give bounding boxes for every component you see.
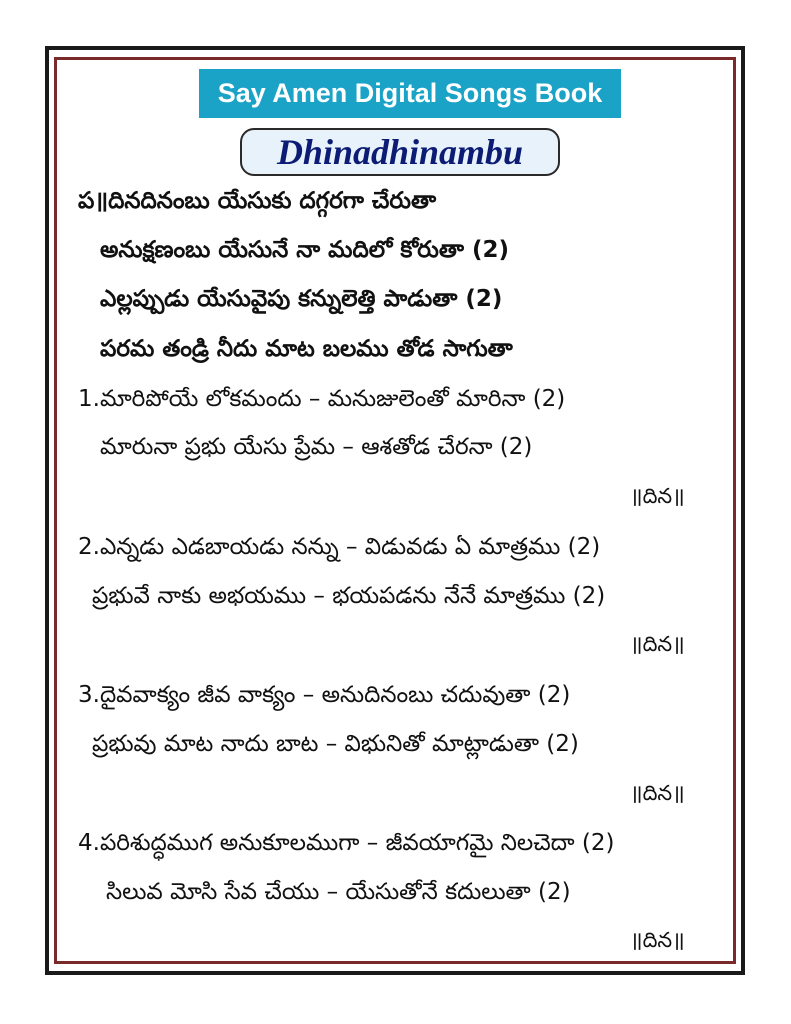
book-title: Say Amen Digital Songs Book [217, 78, 603, 108]
book-title-banner [199, 69, 621, 118]
verse-line: ప్రభువు మాట నాదు బాట – విభునితో మాట్లాడుతా (2) [92, 731, 579, 757]
verse-line: సిలువ మోసి సేవ చేయు – యేసుతోనే కదులుతా (2) [106, 879, 571, 905]
chorus-line: అనుక్షణంబు యేసునే నా మదిలో కోరుతా (2) [100, 237, 509, 263]
chorus-line: ప॥దినదినంబు యేసుకు దగ్గరగా చేరుతా [78, 188, 437, 214]
chorus-line: పరమ తండ్రి నీదు మాట బలము తోడ సాగుతా [100, 336, 513, 362]
verse-line: 2.ఎన్నడు ఎడబాయడు నన్ను – విడువడు ఏ మాత్రము (2) [78, 534, 601, 560]
verse-line: 4.పరిశుద్ధముగ అనుకూలముగా – జీవయాగమై నిలచెదా (2) [78, 830, 615, 856]
refrain-marker: ॥దిన॥ [630, 632, 685, 656]
song-title-box [240, 128, 560, 176]
verse-line: ప్రభువే నాకు అభయము – భయపడను నేనే మాత్రము (2) [92, 583, 606, 609]
verse-line: 1.మారిపోయే లోకమందు – మనుజులెంతో మారినా (2) [78, 386, 566, 412]
verse-line: మారునా ప్రభు యేసు ప్రేమ – ఆశతోడ చేరనా (2) [100, 434, 533, 460]
refrain-marker: ॥దిన॥ [630, 928, 685, 952]
song-title: Dhinadhinambu [276, 132, 524, 172]
chorus-line: ఎల్లప్పుడు యేసువైపు కన్నులెత్తి పాడుతా (2) [100, 286, 503, 312]
verse-line: 3.దైవవాక్యం జీవ వాక్యం – అనుదినంబు చదువుతా (2) [78, 682, 571, 708]
refrain-marker: ॥దిన॥ [630, 781, 685, 805]
refrain-marker: ॥దిన॥ [630, 484, 685, 508]
